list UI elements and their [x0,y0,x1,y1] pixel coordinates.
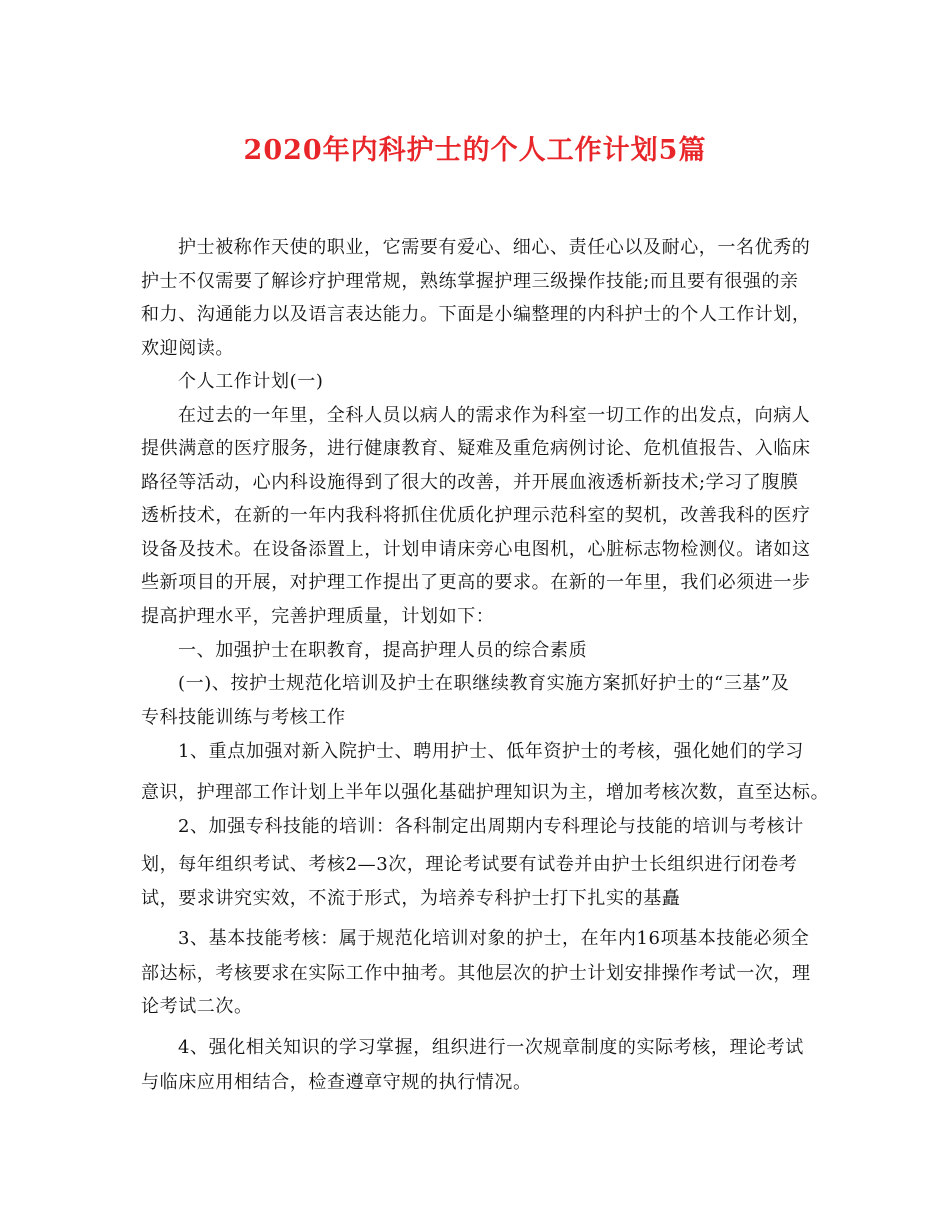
paragraph-line: 提高护理水平，完善护理质量，计划如下： [141,606,495,627]
paragraph-line: 护士被称作天使的职业，它需要有爱心、细心、责任心以及耐心，一名优秀的 [178,237,811,258]
paragraph-line: 专科技能训练与考核工作 [141,707,346,728]
paragraph-line: 与临床应用相结合，检查遵章守规的执行情况。 [141,1072,532,1093]
paragraph-line: 路径等活动，心内科设施得到了很大的改善，并开展血液透析新技术;学习了腹膜 [141,472,799,493]
paragraph-line: 护士不仅需要了解诊疗护理常规，熟练掌握护理三级操作技能;而且要有很强的亲 [141,271,799,292]
paragraph-line: 设备及技术。在设备添置上，计划申请床旁心电图机，心脏标志物检测仪。诸如这 [141,539,811,560]
paragraph-line: 论考试二次。 [141,996,253,1017]
document-title: 2020年内科护士的个人工作计划5篇 [243,135,707,166]
paragraph-line: (一)、按护士规范化培训及护士在职继续教育实施方案抓好护士的“三基”及 [178,673,790,694]
section-heading: 个人工作计划(一) [178,371,324,392]
paragraph-line: 3、基本技能考核：属于规范化培训对象的护士，在年内16项基本技能必须全 [178,928,810,949]
paragraph-line: 4、强化相关知识的学习掌握，组织进行一次规章制度的实际考核，理论考试 [178,1037,804,1058]
paragraph-line: 欢迎阅读。 [141,338,234,359]
section-heading: 一、加强护士在职教育，提高护理人员的综合素质 [178,640,588,661]
paragraph-line: 2、加强专科技能的培训：各科制定出周期内专科理论与技能的培训与考核计 [178,816,804,837]
paragraph-line: 在过去的一年里，全科人员以病人的需求作为科室一切工作的出发点，向病人 [178,405,811,426]
paragraph-line: 意识，护理部工作计划上半年以强化基础护理知识为主，增加考核次数，直至达标。 [141,782,830,803]
paragraph-line: 部达标，考核要求在实际工作中抽考。其他层次的护士计划安排操作考试一次，理 [141,963,811,984]
paragraph-line: 些新项目的开展，对护理工作提出了更高的要求。在新的一年里，我们必须进一步 [141,572,811,593]
paragraph-line: 试，要求讲究实效，不流于形式，为培养专科护士打下扎实的基矗 [141,888,681,909]
paragraph-line: 划，每年组织考试、考核2—3次，理论考试要有试卷并由护士长组织进行闭卷考 [141,854,798,875]
paragraph-line: 提供满意的医疗服务，进行健康教育、疑难及重危病例讨论、危机值报告、入临床 [141,438,811,459]
paragraph-line: 和力、沟通能力以及语言表达能力。下面是小编整理的内科护士的个人工作计划， [141,304,811,325]
paragraph-line: 透析技术，在新的一年内我科将抓住优质化护理示范科室的契机，改善我科的医疗 [141,505,811,526]
paragraph-line: 1、重点加强对新入院护士、聘用护士、低年资护士的考核，强化她们的学习 [178,741,804,762]
